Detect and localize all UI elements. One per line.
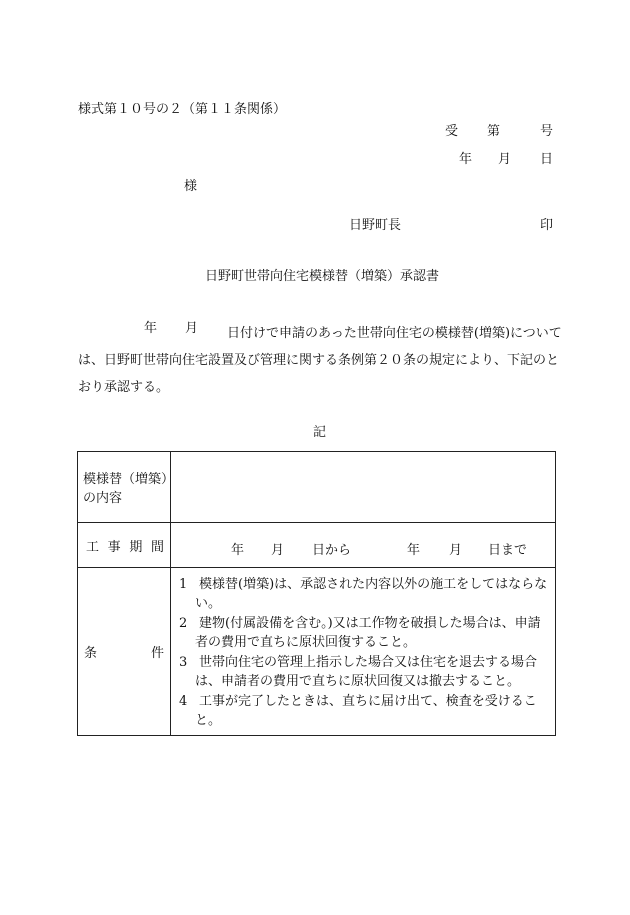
form-number: 様式第１０号の２（第１１条関係） (78, 102, 287, 117)
period-end-day: 日まで (488, 543, 528, 558)
date-day: 日 (540, 152, 554, 167)
conditions-label (78, 568, 171, 736)
table-row-content (78, 452, 556, 523)
addressee-suffix: 様 (184, 179, 198, 194)
approval-table (77, 451, 556, 736)
conditions-label-char: 条 (84, 646, 98, 661)
period-end-year: 年 (407, 543, 421, 558)
period-label-char: 期 (129, 539, 143, 555)
issuer-seal: 印 (540, 218, 554, 233)
period-start-year: 年 (231, 543, 245, 558)
period-label-char: 間 (150, 539, 164, 555)
period-value-cell[interactable] (171, 523, 556, 568)
conditions-label-char: 件 (150, 646, 164, 661)
date-year: 年 (459, 152, 473, 167)
body-month: 月 (185, 321, 199, 336)
table-row-period (78, 523, 556, 568)
table-row-conditions (78, 568, 556, 736)
body-paragraph: 日付けで申請のあった世帯向住宅の模様替(増築)については、日野町世帯向住宅設置及び管理に関する条例第２０条の規定により、下記のとおり承認する。 (78, 326, 562, 395)
period-label-char: 工 (86, 539, 100, 555)
period-end-month: 月 (449, 543, 463, 558)
condition-item: 3 世帯向住宅の管理上指示した場合又は住宅を退去する場合は、申請者の費用で直ちに原状回復又は撤去すること。 (179, 654, 538, 689)
issuer-name: 日野町長 (349, 218, 402, 233)
period-start-month: 月 (271, 543, 285, 558)
date-month: 月 (498, 152, 512, 167)
period-start-day: 日から (312, 543, 352, 558)
period-label (78, 523, 171, 568)
conditions-list (171, 568, 556, 736)
content-label: 模様替（増築）の内容 (78, 452, 171, 523)
receipt-label-go: 号 (540, 124, 554, 139)
condition-item: 2 建物(付属設備を含む。)又は工作物を破損した場合は、申請者の費用で直ちに原状回復すること。 (179, 615, 541, 650)
receipt-label-dai: 第 (487, 124, 501, 139)
document-title: 日野町世帯向住宅模様替（増築）承認書 (205, 269, 440, 284)
period-label-char: 事 (107, 539, 121, 555)
condition-item: 1 模様替(増築)は、承認された内容以外の施工をしてはならない。 (179, 576, 548, 611)
receipt-label-uke: 受 (445, 124, 459, 139)
body-year: 年 (144, 321, 158, 336)
ki-heading: 記 (313, 425, 327, 440)
condition-item: 4 工事が完了したときは、直ちに届け出て、検査を受けること。 (179, 693, 537, 728)
content-value-cell[interactable] (171, 452, 556, 523)
